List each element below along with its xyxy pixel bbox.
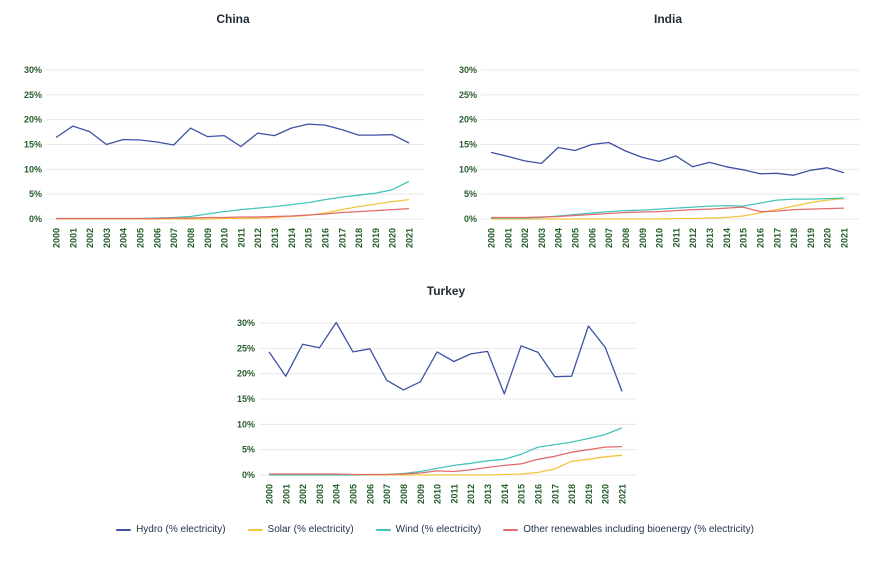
series-line-hydro	[491, 143, 844, 176]
x-tick-label: 2009	[415, 484, 426, 505]
x-tick-label: 2003	[314, 484, 325, 505]
india-plot	[445, 32, 870, 272]
y-tick-label: 5%	[463, 189, 477, 200]
legend-label: Other renewables including bioenergy (% electricity)	[523, 524, 754, 535]
y-tick-label: 10%	[23, 164, 42, 175]
y-tick-label: 20%	[458, 114, 477, 125]
x-tick-label: 2020	[600, 484, 611, 505]
y-tick-label: 10%	[236, 419, 255, 430]
x-tick-label: 2002	[298, 484, 309, 505]
y-tick-label: 15%	[236, 394, 255, 404]
x-tick-label: 2019	[583, 484, 594, 505]
chart-india	[445, 6, 870, 274]
x-tick-label: 2018	[789, 228, 800, 249]
y-tick-label: 15%	[458, 139, 477, 150]
x-tick-label: 2007	[604, 228, 615, 249]
x-tick-label: 2019	[370, 228, 381, 249]
x-tick-label: 2003	[101, 228, 112, 249]
x-tick-label: 2011	[236, 228, 247, 248]
x-tick-label: 2014	[721, 228, 732, 249]
x-tick-label: 2018	[354, 228, 365, 249]
legend-item	[503, 524, 754, 535]
x-tick-label: 2004	[331, 484, 342, 505]
x-tick-label: 2006	[152, 228, 163, 249]
y-tick-label: 30%	[458, 65, 477, 75]
x-tick-label: 2010	[219, 228, 230, 249]
x-tick-label: 2005	[348, 484, 359, 505]
y-tick-label: 0%	[241, 470, 255, 480]
x-tick-label: 2007	[169, 228, 180, 249]
x-tick-label: 2007	[382, 484, 393, 505]
x-tick-label: 2012	[466, 484, 477, 505]
y-tick-label: 20%	[236, 368, 255, 379]
x-tick-label: 2021	[617, 484, 628, 505]
series-line-wind	[56, 181, 409, 218]
y-tick-label: 25%	[458, 89, 477, 100]
chart-title-china: China	[216, 12, 250, 26]
legend-item	[376, 524, 482, 535]
series-line-wind	[269, 428, 622, 475]
x-tick-label: 2014	[499, 484, 510, 505]
y-tick-label: 0%	[28, 214, 42, 224]
x-tick-label: 2016	[755, 228, 766, 249]
x-tick-label: 2000	[486, 228, 497, 249]
x-tick-label: 2013	[483, 484, 494, 505]
x-tick-label: 2012	[253, 228, 264, 249]
legend-item	[116, 524, 225, 535]
chart-legend	[0, 524, 870, 535]
x-tick-label: 2001	[68, 228, 79, 249]
legend-label: Wind (% electricity)	[395, 524, 482, 535]
x-tick-label: 2021	[839, 228, 850, 249]
x-tick-label: 2015	[516, 484, 527, 505]
legend-label: Solar (% electricity)	[267, 524, 354, 535]
series-line-wind	[491, 198, 844, 218]
x-tick-label: 2002	[85, 228, 96, 249]
legend-label: Hydro (% electricity)	[136, 524, 226, 535]
x-tick-label: 2003	[536, 228, 547, 249]
x-tick-label: 2013	[270, 228, 281, 249]
y-tick-label: 25%	[236, 343, 255, 354]
series-line-other	[269, 447, 622, 475]
y-tick-label: 25%	[23, 89, 42, 100]
x-tick-label: 2008	[185, 228, 196, 249]
x-tick-label: 2005	[135, 228, 146, 249]
x-tick-label: 2006	[587, 228, 598, 249]
chart-china	[10, 6, 435, 274]
series-line-hydro	[56, 124, 409, 146]
x-tick-label: 2019	[805, 228, 816, 249]
x-tick-label: 2016	[533, 484, 544, 505]
x-tick-label: 2009	[202, 228, 213, 249]
x-tick-label: 2008	[398, 484, 409, 505]
x-tick-label: 2014	[286, 228, 297, 249]
x-tick-label: 2020	[822, 228, 833, 249]
x-tick-label: 2020	[387, 228, 398, 249]
chart-turkey	[223, 278, 648, 518]
y-tick-label: 20%	[23, 114, 42, 125]
x-tick-label: 2004	[553, 228, 564, 249]
turkey-plot	[223, 304, 648, 518]
y-tick-label: 5%	[241, 444, 255, 455]
x-tick-label: 2001	[503, 228, 514, 249]
x-tick-label: 2012	[688, 228, 699, 249]
y-tick-label: 10%	[458, 164, 477, 175]
x-tick-label: 2015	[303, 228, 314, 249]
y-tick-label: 30%	[236, 318, 255, 328]
y-tick-label: 30%	[23, 65, 42, 75]
legend-swatch-icon	[116, 529, 131, 531]
x-tick-label: 2017	[337, 228, 348, 249]
x-tick-label: 2004	[118, 228, 129, 249]
x-tick-label: 2000	[264, 484, 275, 505]
x-tick-label: 2018	[567, 484, 578, 505]
x-tick-label: 2008	[620, 228, 631, 249]
legend-swatch-icon	[503, 529, 518, 531]
x-tick-label: 2016	[320, 228, 331, 249]
x-tick-label: 2011	[449, 484, 460, 504]
x-tick-label: 2015	[738, 228, 749, 249]
x-tick-label: 2002	[520, 228, 531, 249]
x-tick-label: 2009	[637, 228, 648, 249]
x-tick-label: 2017	[550, 484, 561, 505]
series-line-solar	[269, 455, 622, 475]
y-tick-label: 5%	[28, 189, 42, 200]
x-tick-label: 2006	[365, 484, 376, 505]
y-tick-label: 0%	[463, 214, 477, 224]
x-tick-label: 2010	[654, 228, 665, 249]
y-tick-label: 15%	[23, 139, 42, 150]
x-tick-label: 2021	[404, 228, 415, 249]
x-tick-label: 2005	[570, 228, 581, 249]
chart-title-turkey: Turkey	[426, 284, 466, 298]
series-line-hydro	[269, 323, 622, 394]
legend-swatch-icon	[248, 529, 263, 531]
chart-title-india: India	[653, 12, 682, 26]
x-tick-label: 2013	[705, 228, 716, 249]
x-tick-label: 2017	[772, 228, 783, 249]
x-tick-label: 2011	[671, 228, 682, 248]
x-tick-label: 2000	[51, 228, 62, 249]
legend-item	[248, 524, 354, 535]
series-line-solar	[56, 200, 409, 219]
x-tick-label: 2010	[432, 484, 443, 505]
china-plot	[10, 32, 435, 272]
legend-swatch-icon	[376, 529, 391, 531]
x-tick-label: 2001	[281, 484, 292, 505]
